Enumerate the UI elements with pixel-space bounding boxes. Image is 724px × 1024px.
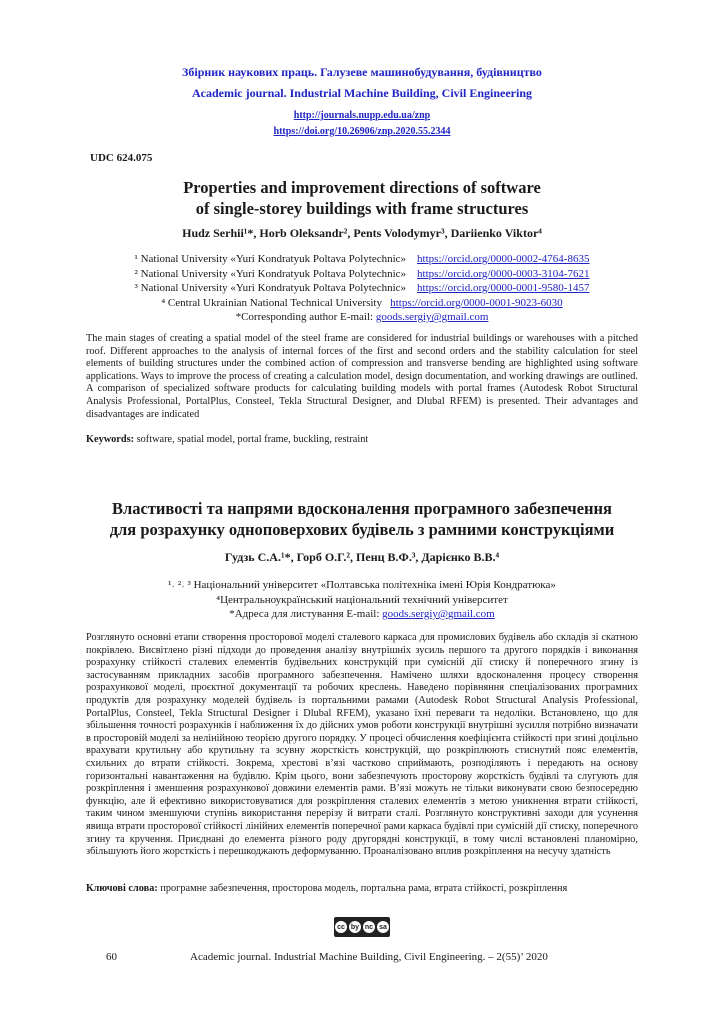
affiliation-2 <box>0 267 724 282</box>
orcid-link[interactable]: https://orcid.org/0000-0001-9023-6030 <box>390 296 563 309</box>
corresponding-author-en <box>0 310 724 325</box>
paper-title-en-line2: of single-storey buildings with frame structures <box>195 199 529 218</box>
orcid-link[interactable]: https://orcid.org/0000-0001-9580-1457 <box>417 282 590 294</box>
affiliation-label: ⁴ Central Ukrainian National Technical University <box>161 296 382 309</box>
keywords-en <box>86 434 638 445</box>
orcid-link[interactable]: https://orcid.org/0000-0003-3104-7621 <box>417 267 590 280</box>
email-link[interactable]: goods.sergiy@gmail.com <box>382 608 495 620</box>
journal-url-link[interactable]: http://journals.nupp.edu.ua/znp <box>293 110 431 121</box>
sa-icon: sa <box>377 921 389 933</box>
paper-title-en <box>0 177 724 219</box>
journal-title-en: Academic journal. Industrial Machine Building, Civil Engineering <box>191 86 533 100</box>
cc-icon: cc <box>335 921 347 933</box>
affiliation-label: ³ National University «Yuri Kondratyuk Poltava Polytechnic» <box>134 282 407 294</box>
by-icon: by <box>349 921 361 933</box>
affiliations-ua <box>0 578 724 622</box>
corresponding-label: *Адреса для листування E-mail: <box>229 608 383 620</box>
paper-title-ua <box>0 498 724 540</box>
page-number: 60 <box>106 951 117 963</box>
corresponding-label: *Corresponding author E-mail: <box>235 311 376 323</box>
affiliations-en <box>0 252 724 325</box>
affiliation-1 <box>0 252 724 267</box>
email-link[interactable]: goods.sergiy@gmail.com <box>375 311 489 323</box>
affiliation-3 <box>0 281 724 296</box>
affiliation-label: ¹ National University «Yuri Kondratyuk Poltava Polytechnic» <box>134 253 407 265</box>
corresponding-author-ua <box>0 607 724 622</box>
keywords-label: Ключові слова: <box>86 883 158 894</box>
footer-citation: Academic journal. Industrial Machine Building, Civil Engineering. – 2(55)’ 2020 <box>190 951 548 963</box>
authors-en: Hudz Serhii¹*, Horb Oleksandr², Pents Volodymyr³, Dariienko Viktor⁴ <box>182 226 542 240</box>
keywords-label: Keywords: <box>86 434 135 445</box>
affiliation-ua-2: ⁴Центральноукраїнський національний технічний університет <box>216 593 508 606</box>
paper-title-en-line1: Properties and improvement directions of software <box>183 178 541 197</box>
abstract-en: The main stages of creating a spatial model of the steel frame are considered for industrial buildings or warehouses with a pitched roof. Different approaches to the analysis of internal forces of the first and second orders and the stability calculation for steel elements of building structures under the combined action of compression and transverse bending are highlighted using software applications. Ways to improve the process of creating a calculation model, design documentation, and working drawings are outlined. A comparison of specialized software products for calculating building models with portal frames (Autodesk Robot Structural Analysis Professional, PortalPlus, Consteel, Tekla Structural Designer, and Dlubal RFEM) is presented. Their advantages and disadvantages are indicated <box>86 333 638 420</box>
abstract-ua: Розглянуто основні етапи створення просторової моделі сталевого каркаса для промислових будівель або складів зі скатною покрівлею. Висвітлено різні підходи до проведення аналізу внутрішніх зусиль першого та другого порядків і виконання розрахунку стійкості сталевих елементів будівельних конструкцій при сумісній дії стиску й поперечного згину із застосуванням прикладних засобів програмного забезпечення. Намічено шляхи вдосконалення процесу створення розрахункової моделі, проєктної документації та робочих креслень. Наведено порівняння спеціалізованих програмних продуктів для розрахунку моделей будівель із портальними рамами (Autodesk Robot Structural Analysis Professional, PortalPlus, Consteel, Tekla Structural Designer і Dlubal RFEM), указано їхні переваги та недоліки. Встановлено, що для збільшення точності розрахунків і наближення їх до дійсних умов роботи конструкції внутрішні зусилля потрібно визначати в просторовій моделі за нелінійною теорією другого порядку. У процесі обчислення коефіцієнта стійкості при згині доцільно врахувати крутильну або крутильну та зсувну жорсткість конструкцій, що розкріплюють стиснутий пояс елементів, схильних до втрати стійкості. Зокрема, хрестові в’язі частково сприймають, розподіляють і передають на основу горизонтальні навантаження на будівлю. Крім цього, вони забезпечують просторову жорсткість будівлі та слугують для розкріплення і зменшення розрахункової довжини елементів рами. В’язі можуть не тільки виконувати свою безпосередню функцію, але й ефективно використовуватися для розкріплення сталевих елементів з метою уникнення втрати стійкості, таким чином зменшуючи ступінь використання перерізу й витрати сталі. Розглянуто конструктивні заходи для усунення явища втрати просторової стійкості лінійних елементів поперечної рами каркаса будівлі при сумісній дії стиску, поперечного згину та кручення. Приєднані до елемента різного роду другорядні конструкції, в тому числі встановлені планомірно, збільшують його жорсткість і перешкоджають деформуванню. Проаналізовано вплив розкріплення на несучу здатність <box>86 632 638 858</box>
journal-title-ua: Збірник наукових праць. Галузеве машинобудування, будівництво <box>182 65 542 79</box>
orcid-link[interactable]: https://orcid.org/0000-0002-4764-8635 <box>417 253 590 265</box>
doi-link[interactable]: https://doi.org/10.26906/znp.2020.55.2344 <box>273 126 451 137</box>
authors-ua: Гудзь С.А.¹*, Горб О.Г.², Пенц В.Ф.³, Дарієнко В.В.⁴ <box>224 550 500 564</box>
keywords-text: software, spatial model, portal frame, buckling, restraint <box>134 434 369 445</box>
cc-license-badge[interactable] <box>334 917 390 937</box>
nc-icon: nc <box>363 921 375 933</box>
affiliation-ua-1: ¹˒ ²˒ ³ Національний університет «Полтавська політехніка імені Юрія Кондратюка» <box>168 579 556 591</box>
keywords-text: програмне забезпечення, просторова модель, портальна рама, втрата стійкості, розкріплення <box>157 883 568 894</box>
udc-code: UDC 624.075 <box>90 152 153 164</box>
paper-title-ua-line2: для розрахунку одноповерхових будівель з рамними конструкціями <box>109 520 615 539</box>
keywords-ua <box>86 883 638 894</box>
affiliation-label: ² National University «Yuri Kondratyuk Poltava Polytechnic» <box>134 267 407 280</box>
affiliation-4 <box>0 296 724 311</box>
paper-title-ua-line1: Властивості та напрями вдосконалення програмного забезпечення <box>111 499 612 518</box>
